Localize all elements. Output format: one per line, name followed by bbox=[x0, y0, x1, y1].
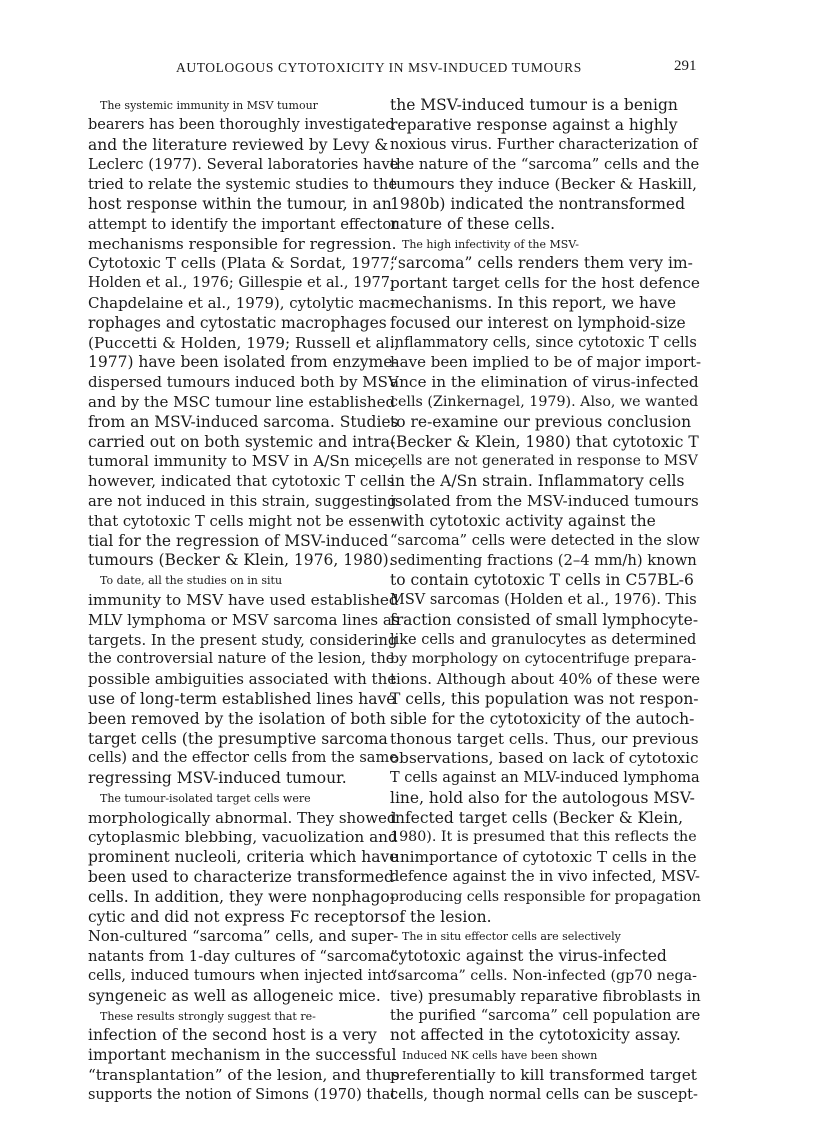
text-line: tumours they induce (Becker & Haskill, bbox=[390, 175, 697, 194]
paragraph bbox=[390, 235, 700, 928]
paragraph bbox=[88, 1007, 398, 1106]
paragraph bbox=[390, 96, 700, 235]
paragraph bbox=[390, 927, 700, 1046]
text-line: infection of the second host is a very bbox=[88, 1026, 377, 1045]
left-column bbox=[88, 96, 398, 1106]
text-line: fraction consisted of small lymphocyte- bbox=[390, 610, 699, 629]
text-line: from an MSV-induced sarcoma. Studies bbox=[88, 412, 399, 431]
text-line: by morphology on cytocentrifuge prepara- bbox=[390, 651, 697, 668]
page-number: 291 bbox=[674, 58, 697, 74]
text-line: Cytotoxic T cells (Plata & Sordat, 1977; bbox=[88, 254, 395, 273]
text-line: to contain cytotoxic T cells in C57BL-6 bbox=[390, 571, 694, 590]
text-line: cytic and did not express Fc receptors. bbox=[88, 907, 395, 926]
text-line: defence against the in vivo infected, MSV- bbox=[390, 869, 700, 886]
text-line: T cells, this population was not respon- bbox=[390, 689, 699, 708]
text-line: carried out on both systemic and intra- bbox=[88, 432, 396, 451]
text-line: important mechanism in the successful bbox=[88, 1046, 397, 1065]
text-line: observations, based on lack of cytotoxic bbox=[390, 749, 699, 768]
text-line: mechanisms. In this report, we have bbox=[390, 293, 677, 312]
text-line: producing cells responsible for propagation bbox=[390, 888, 701, 905]
text-line: targets. In the present study, considering bbox=[88, 631, 398, 649]
text-line: noxious virus. Further characterization of bbox=[390, 136, 698, 153]
text-line: bearers has been thoroughly investigated bbox=[88, 116, 395, 133]
text-line: T cells against an MLV-induced lymphoma bbox=[390, 770, 700, 787]
text-line: 1977) have been isolated from enzyme- bbox=[88, 353, 398, 372]
text-line: isolated from the MSV-induced tumours bbox=[390, 491, 699, 510]
text-line: tial for the regression of MSV-induced bbox=[88, 531, 389, 550]
text-line: have been implied to be of major import- bbox=[390, 353, 702, 372]
text-line: prominent nucleoli, criteria which have bbox=[88, 848, 399, 867]
text-line: syngeneic as well as allogeneic mice. bbox=[88, 986, 381, 1005]
text-line: not affected in the cytotoxicity assay. bbox=[390, 1026, 681, 1045]
paragraph bbox=[88, 96, 398, 571]
text-line: natants from 1-day cultures of “sarcoma” bbox=[88, 948, 398, 966]
text-line: The high infectivity of the MSV- bbox=[402, 237, 579, 251]
text-line: “transplantation” of the lesion, and thus bbox=[88, 1066, 400, 1085]
text-line: tried to relate the systemic studies to the bbox=[88, 176, 398, 194]
text-line: with cytotoxic activity against the bbox=[390, 511, 656, 530]
text-line: Holden et al., 1976; Gillespie et al., 1977; bbox=[88, 275, 395, 292]
text-line: These results strongly suggest that re- bbox=[100, 1009, 316, 1023]
text-line: unimportance of cytotoxic T cells in the bbox=[390, 848, 697, 867]
text-line: and by the MSC tumour line established bbox=[88, 392, 396, 411]
text-line: “sarcoma” cells renders them very im- bbox=[390, 254, 693, 273]
text-line: cytoplasmic blebbing, vacuolization and bbox=[88, 828, 398, 847]
text-line: focused our interest on lymphoid-size bbox=[390, 313, 686, 332]
text-line: sedimenting fractions (2–4 mm/h) known bbox=[390, 552, 697, 570]
text-line: however, indicated that cytotoxic T cells bbox=[88, 472, 395, 491]
text-line: supports the notion of Simons (1970) that bbox=[88, 1086, 397, 1103]
text-line: MSV sarcomas (Holden et al., 1976). This bbox=[390, 591, 697, 608]
text-line: reparative response against a highly bbox=[390, 115, 678, 134]
text-line: immunity to MSV have used established bbox=[88, 590, 399, 609]
text-line: in the A/Sn strain. Inflammatory cells bbox=[390, 472, 685, 491]
text-line: and the literature reviewed by Levy & bbox=[88, 135, 389, 154]
text-line: thonous target cells. Thus, our previous bbox=[390, 729, 699, 748]
text-line: “sarcoma” cells. Non-infected (gp70 nega- bbox=[390, 968, 697, 985]
text-line: are not induced in this strain, suggesting bbox=[88, 492, 397, 510]
text-line: like cells and granulocytes as determined bbox=[390, 631, 697, 648]
text-line: the controversial nature of the lesion, the bbox=[88, 651, 395, 668]
text-line: of the lesion. bbox=[390, 907, 492, 926]
text-line: To date, all the studies on in situ bbox=[100, 574, 283, 588]
text-line: MLV lymphoma or MSV sarcoma lines as bbox=[88, 610, 400, 629]
text-line: target cells (the presumptive sarcoma bbox=[88, 729, 388, 748]
text-line: The tumour-isolated target cells were bbox=[100, 791, 311, 805]
running-title: AUTOLOGOUS CYTOTOXICITY IN MSV-INDUCED TUMOURS bbox=[176, 60, 582, 75]
text-line: use of long-term established lines have bbox=[88, 689, 396, 708]
text-line: tumoral immunity to MSV in A/Sn mice, bbox=[88, 452, 397, 471]
paragraph bbox=[88, 789, 398, 1007]
text-line: cells, though normal cells can be suscept- bbox=[390, 1086, 698, 1103]
text-line: infected target cells (Becker & Klein, bbox=[390, 808, 684, 827]
text-line: to re-examine our previous conclusion bbox=[390, 412, 692, 431]
text-line: line, hold also for the autologous MSV- bbox=[390, 788, 695, 807]
text-line: possible ambiguities associated with the bbox=[88, 670, 397, 689]
text-line: the MSV-induced tumour is a benign bbox=[390, 96, 678, 114]
text-line: (Becker & Klein, 1980) that cytotoxic T bbox=[390, 432, 699, 451]
text-line: attempt to identify the important effector bbox=[88, 215, 399, 233]
paragraph bbox=[390, 1046, 700, 1105]
text-line: The in situ effector cells are selectively bbox=[402, 930, 621, 944]
right-column bbox=[390, 96, 700, 1106]
text-line: ance in the elimination of virus-infected bbox=[390, 373, 699, 392]
text-line: Chapdelaine et al., 1979), cytolytic mac- bbox=[88, 293, 396, 312]
text-line: regressing MSV-induced tumour. bbox=[88, 769, 347, 788]
text-line: tions. Although about 40% of these were bbox=[390, 670, 700, 689]
text-line: cytotoxic against the virus-infected bbox=[390, 947, 667, 966]
text-line: tive) presumably reparative fibroblasts in bbox=[390, 987, 701, 1005]
text-line: the nature of the “sarcoma” cells and the bbox=[390, 156, 700, 174]
text-line: nature of these cells. bbox=[390, 214, 556, 233]
text-line: morphologically abnormal. They showed bbox=[88, 808, 397, 827]
text-line: cells) and the effector cells from the same bbox=[88, 750, 398, 767]
text-line: Non-cultured “sarcoma” cells, and super- bbox=[88, 928, 399, 946]
text-line: that cytotoxic T cells might not be essen- bbox=[88, 512, 396, 530]
text-line: tumours (Becker & Klein, 1976, 1980). bbox=[88, 551, 394, 570]
text-line: 1980). It is presumed that this reflects the bbox=[390, 829, 697, 846]
text-line: (Puccetti & Holden, 1979; Russell et al., bbox=[88, 333, 400, 352]
text-line: inflammatory cells, since cytotoxic T cells bbox=[390, 334, 697, 351]
text-line: Induced NK cells have been shown bbox=[402, 1049, 598, 1063]
text-line: 1980b) indicated the nontransformed bbox=[390, 194, 686, 213]
text-line: The systemic immunity in MSV tumour bbox=[100, 99, 318, 112]
text-line: host response within the tumour, in an bbox=[88, 194, 392, 213]
text-line: mechanisms responsible for regression. bbox=[88, 234, 397, 253]
text-line: sible for the cytotoxicity of the autoch- bbox=[390, 709, 695, 728]
text-line: “sarcoma” cells were detected in the slow bbox=[390, 532, 700, 549]
text-line: been removed by the isolation of both bbox=[88, 709, 386, 728]
text-line: portant target cells for the host defence bbox=[390, 274, 700, 293]
text-line: cells are not generated in response to MSV bbox=[390, 453, 698, 470]
text-line: Leclerc (1977). Several laboratories have bbox=[88, 156, 399, 174]
text-line: been used to characterize transformed bbox=[88, 868, 394, 887]
text-line: dispersed tumours induced both by MSV bbox=[88, 373, 399, 392]
text-line: rophages and cytostatic macrophages bbox=[88, 313, 387, 332]
text-line: the purified “sarcoma” cell population are bbox=[390, 1007, 701, 1024]
paragraph bbox=[88, 571, 398, 789]
text-line: cells (Zinkernagel, 1979). Also, we wanted bbox=[390, 393, 699, 410]
text-line: cells. In addition, they were nonphago- bbox=[88, 887, 395, 906]
text-line: cells, induced tumours when injected into bbox=[88, 968, 397, 985]
text-line: preferentially to kill transformed target bbox=[390, 1066, 697, 1085]
